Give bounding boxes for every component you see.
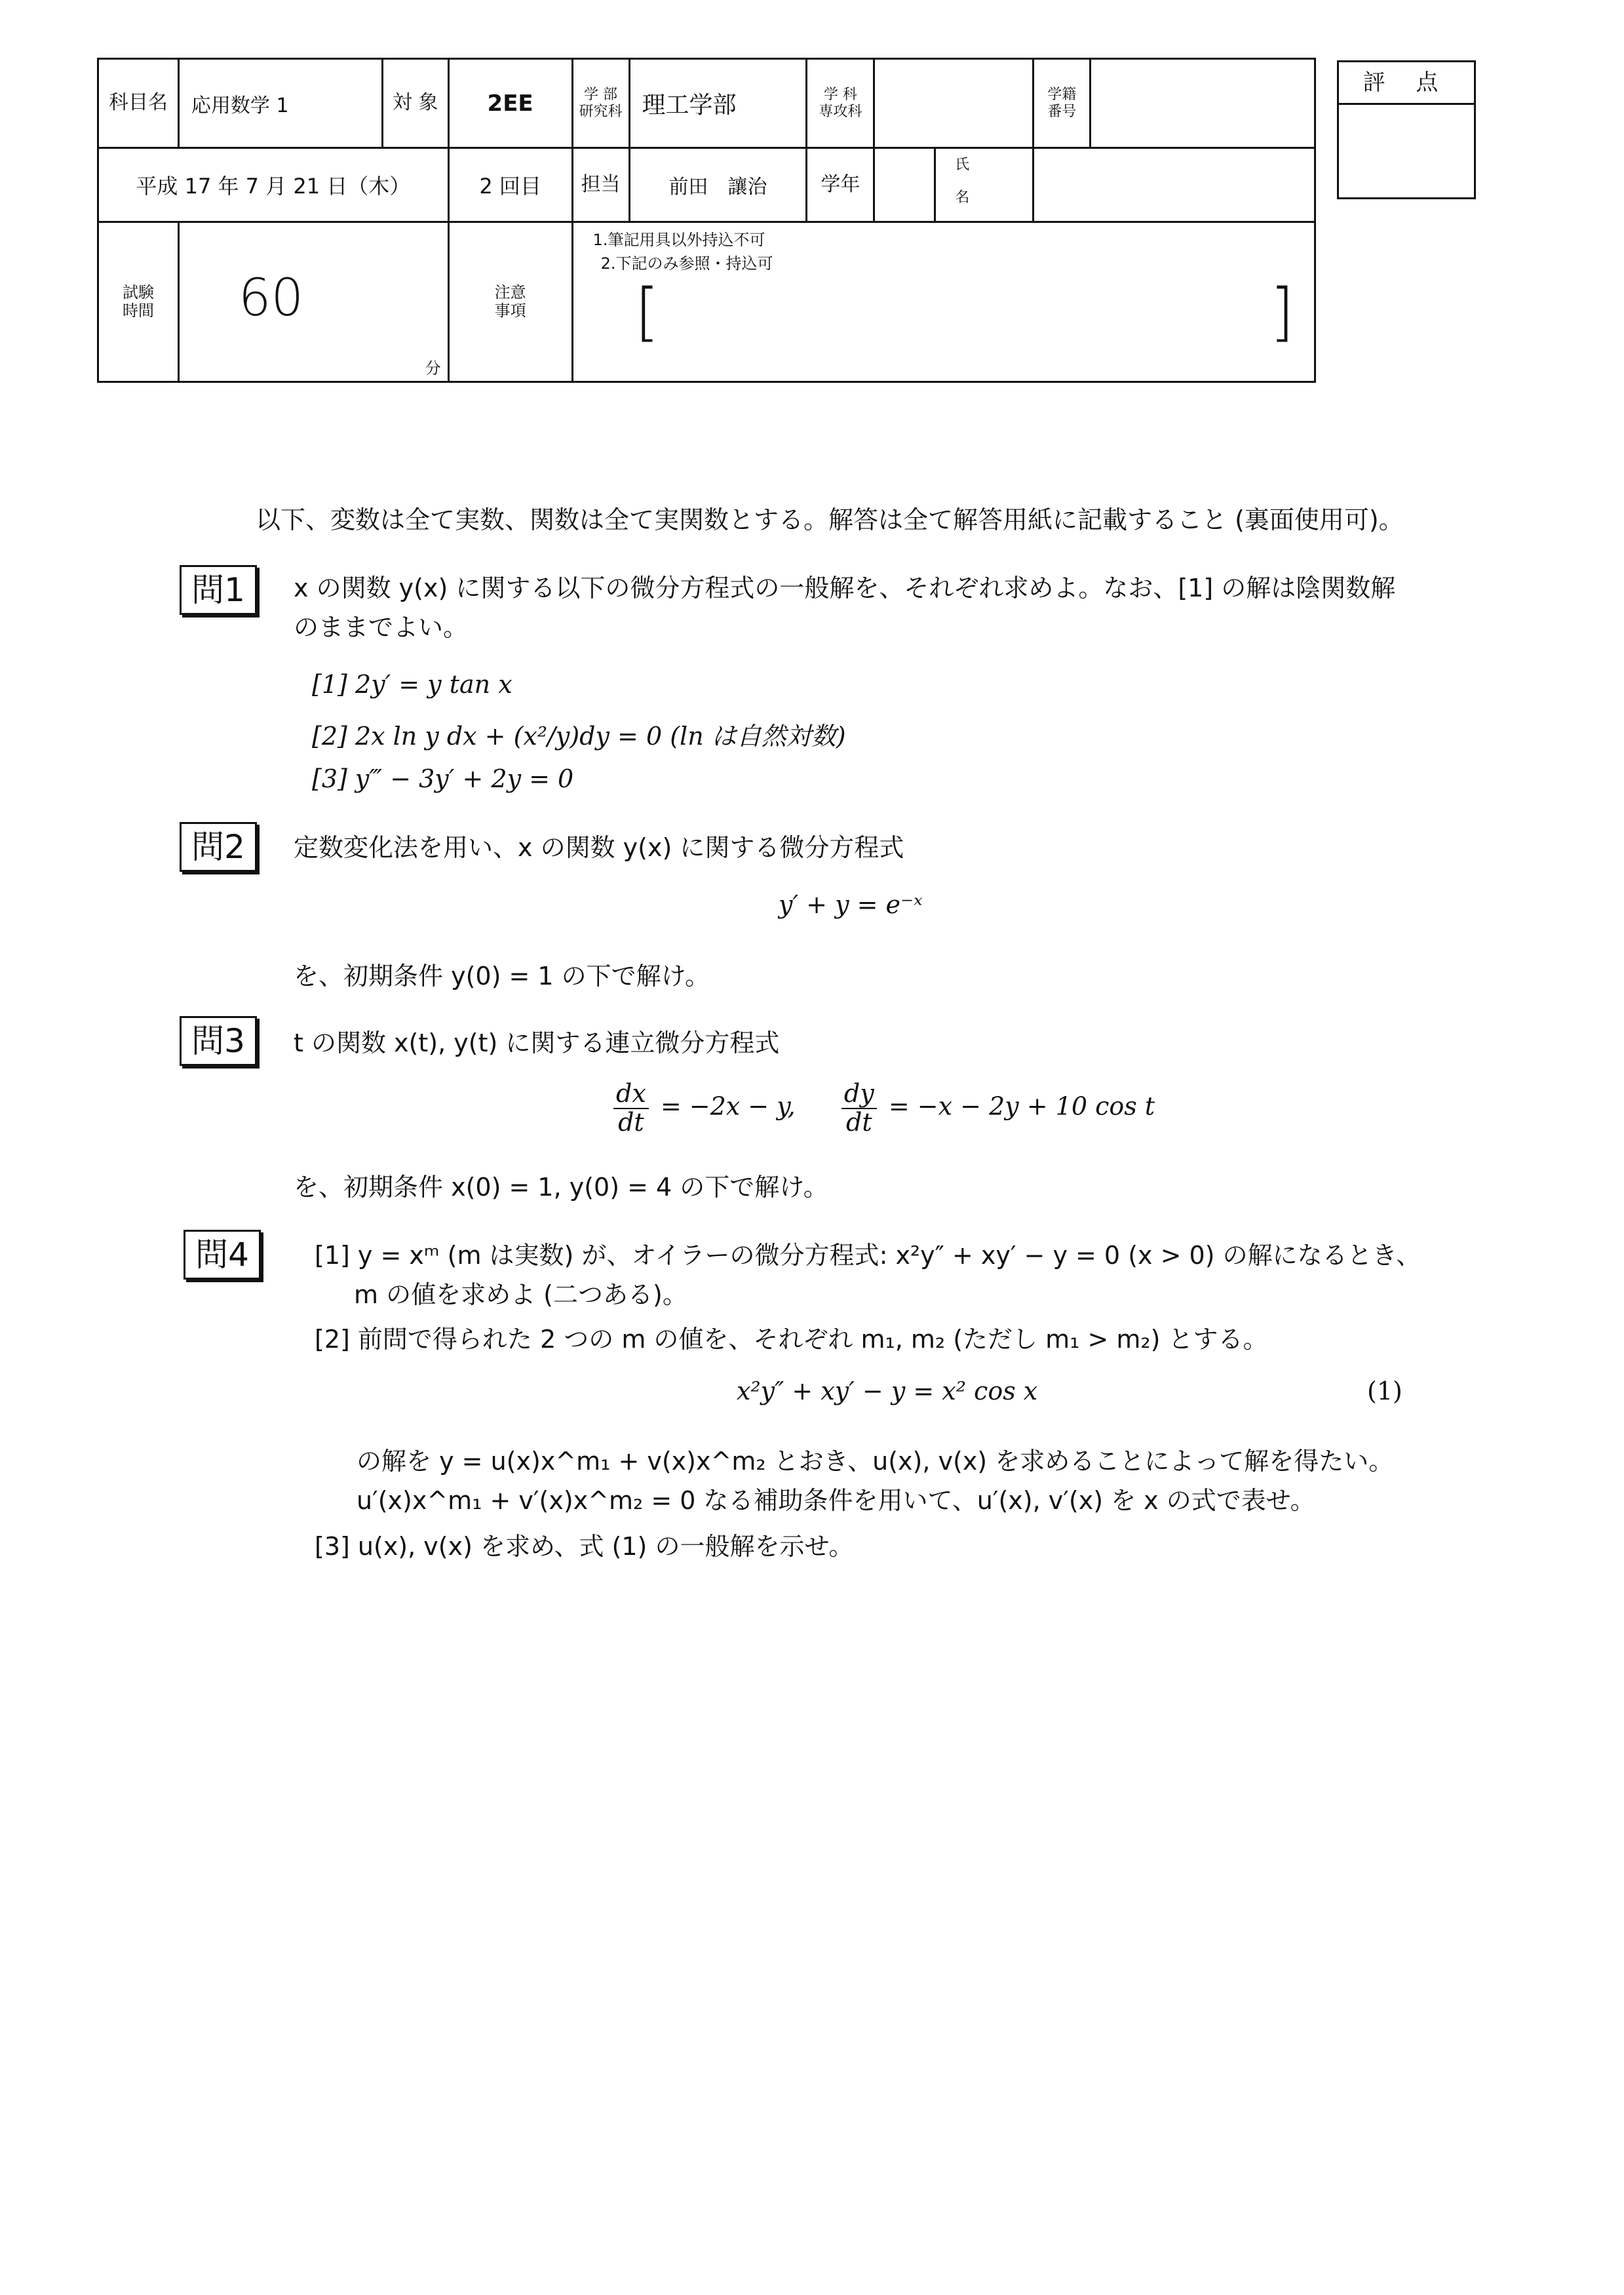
bracket-close: ] (1269, 275, 1294, 349)
dept-value (874, 59, 1034, 148)
time-unit: 分 (425, 359, 441, 378)
teacher-name: 前田 讓治 (629, 148, 807, 222)
q3-frac-dx: $\frac{dx}{dt}$ (613, 1080, 649, 1137)
time-cell (178, 222, 448, 382)
q3-frac-dy: $\frac{dy}{dt}$ (841, 1080, 877, 1137)
q3-line2: を、初期条件 x(0) = 1, y(0) = 4 の下で解け。 (294, 1173, 828, 1202)
bracket-open: [ (634, 275, 660, 349)
exam-session: 2 回目 (448, 148, 572, 222)
subject-value: 応用数学 1 (178, 59, 382, 148)
q1-item3: [3] y‴ − 3y′ + 2y = 0 (312, 764, 574, 793)
faculty-label: 学 部 研究科 (572, 59, 629, 148)
q2-equation: y′ + y = e⁻ˣ (779, 890, 923, 919)
student-no-value (1091, 59, 1315, 148)
q4-item2-line1: [2] 前問で得られた 2 つの m の値を、それぞれ m₁, m₂ (ただし m₁ > m₂) とする。 (315, 1325, 1268, 1354)
q2-line1: 定数変化法を用い、x の関数 y(x) に関する微分方程式 (294, 833, 904, 862)
exam-header-table (97, 58, 1316, 383)
q2-label: 問2 (180, 822, 257, 872)
notes-cell (572, 222, 1315, 382)
time-label: 試験 時間 (98, 222, 179, 382)
year-box (875, 149, 936, 221)
q4-equation-number: (1) (1367, 1377, 1402, 1405)
note-1: 1.筆記用具以外持込不可 (592, 231, 765, 249)
dept-label: 学 科 専攻科 (807, 59, 874, 148)
student-no-label: 学籍 番号 (1034, 59, 1091, 148)
intro-text: 以下、変数は全て実数、関数は全て実関数とする。解答は全て解答用紙に記載すること (裏面使用可)。 (256, 505, 1404, 534)
name-value (1034, 148, 1315, 222)
q4-label: 問4 (184, 1230, 261, 1280)
teacher-label: 担当 (572, 148, 629, 222)
q4-item2-line2: の解を y = u(x)x^m₁ + v(x)x^m₂ とおき、u(x), v(x) を求めることによって解を得たい。 (357, 1447, 1394, 1476)
faculty-value: 理工学部 (629, 59, 807, 148)
q3-equations (609, 1080, 1155, 1137)
q4-item2-line3: u′(x)x^m₁ + v′(x)x^m₂ = 0 なる補助条件を用いて、u′(x), v′(x) を x の式で表せ。 (357, 1486, 1315, 1515)
score-box (1337, 60, 1476, 199)
q4-item1-line1: [1] y = xᵐ (m は実数) が、オイラーの微分方程式: x²y″ + xy′ − y = 0 (x > 0) の解になるとき、 (315, 1241, 1421, 1270)
time-value: 60 (238, 269, 304, 328)
target-label: 対 象 (382, 59, 448, 148)
year-label: 学年 (807, 148, 874, 222)
name-label: 氏 名 (955, 157, 970, 206)
q1-line2: のままでよい。 (294, 613, 469, 642)
subject-label: 科目名 (98, 59, 179, 148)
year-value (874, 148, 1034, 222)
notes-label: 注意 事項 (448, 222, 572, 382)
q3-line1: t の関数 x(t), y(t) に関する連立微分方程式 (294, 1029, 780, 1057)
q4-equation: x²y″ + xy′ − y = x² cos x (737, 1377, 1038, 1405)
score-label: 評 点 (1339, 62, 1474, 105)
q3-label: 問3 (180, 1016, 257, 1066)
q1-item2: [2] 2x ln y dx + (x²/y)dy = 0 (ln は自然対数) (312, 722, 846, 751)
exam-date: 平成 17 年 7 月 21 日（木） (98, 148, 449, 222)
q2-line2: を、初期条件 y(0) = 1 の下で解け。 (294, 962, 710, 991)
q1-item1: [1] 2y′ = y tan x (312, 670, 512, 699)
q4-item3: [3] u(x), v(x) を求め、式 (1) の一般解を示せ。 (315, 1532, 854, 1561)
target-value: 2EE (448, 59, 572, 148)
q4-item1-line2: m の値を求めよ (二つある)。 (354, 1280, 687, 1309)
q1-line1: x の関数 y(x) に関する以下の微分方程式の一般解を、それぞれ求めよ。なお、[1] の解は陰関数解 (294, 574, 1396, 602)
q3-eq1-rhs: = −2x − y, (660, 1091, 796, 1121)
note-2: 2.下記のみ参照・持込可 (600, 254, 773, 273)
q1-label: 問1 (180, 565, 257, 615)
q3-eq2-rhs: = −x − 2y + 10 cos t (888, 1091, 1155, 1121)
